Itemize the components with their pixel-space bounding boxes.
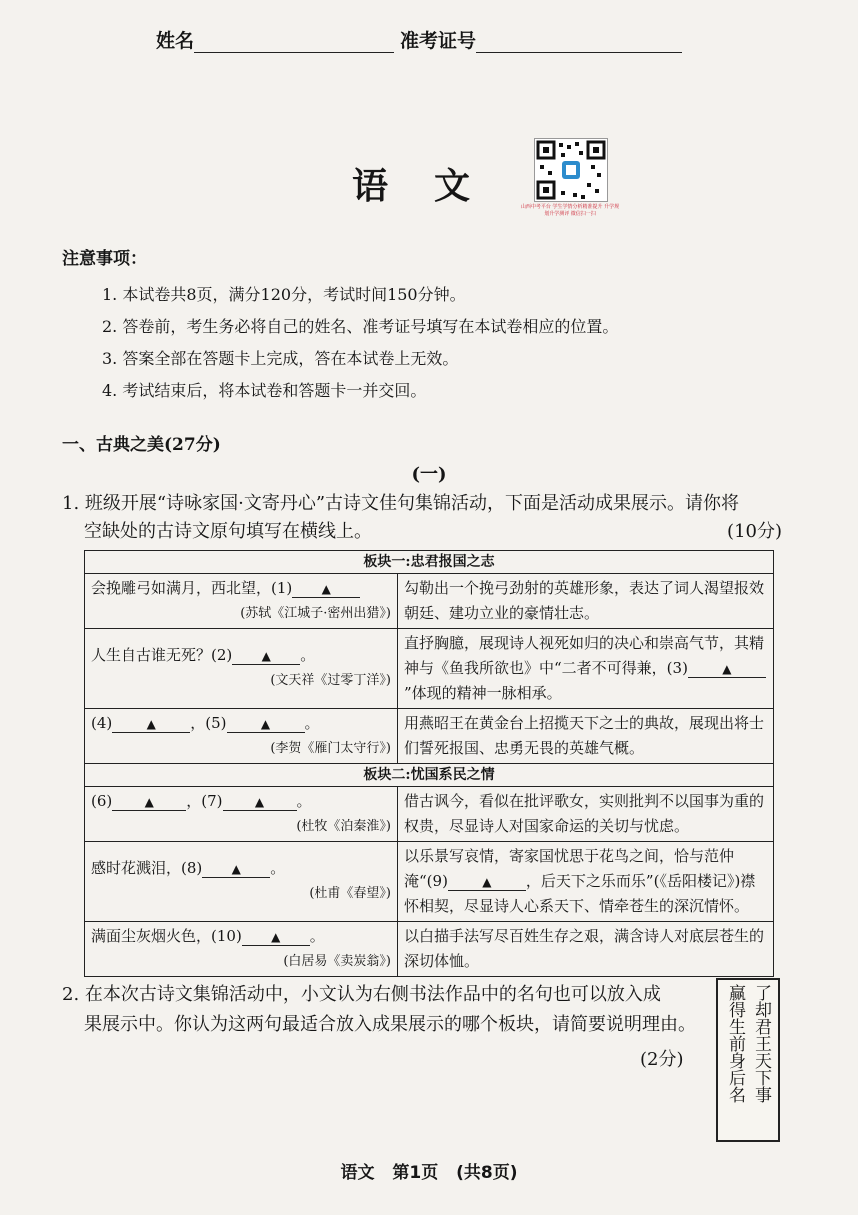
page-footer (0, 1158, 858, 1183)
source-citation: (白居易《卖炭翁》) (283, 954, 391, 969)
table-row: (4) ▲ ，(5) ▲ 。 (李贺《雁门太守行》) 用燕昭王在黄金台上招揽天下之士的典故，展现出将士们誓死报国、忠勇无畏的英雄气概。 (85, 709, 774, 764)
note-item: 4. 考试结束后，将本试卷和答题卡一并交回。 (102, 381, 427, 400)
id-field[interactable] (476, 32, 682, 53)
calligraphy-line-1: 了却君王天下事 (751, 984, 771, 1103)
source-citation: (杜甫《春望》) (309, 886, 391, 901)
answer-blank-2[interactable]: ▲ (232, 648, 300, 665)
row-comment: 勾勒出一个挽弓劲射的英雄形象，表达了词人渴望报效朝廷、建功立业的豪情壮志。 (398, 574, 774, 629)
source-citation: (李贺《雁门太守行》) (270, 741, 391, 756)
answer-blank-8[interactable]: ▲ (202, 861, 270, 878)
notes-title: 注意事项： (62, 249, 147, 269)
id-label: 准考证号 (400, 30, 477, 52)
table-row: (6) ▲ ，(7) ▲ 。 (杜牧《泊秦淮》) 借古讽今，看似在批评歌女，实则批判不以国事为重的权贵，尽显诗人对国家命运的关切与忧虑。 (85, 787, 774, 842)
row-comment: 以乐景写哀情，寄家国忧思于花鸟之间，恰与范仲淹“(9) ▲ ，后天下之乐而乐”(《岳阳楼记》)襟怀相契，尽显诗人心系天下、情牵苍生的深沉情怀。 (398, 842, 774, 922)
question-2-text-cont: 果展示中。你认为这两句最适合放入成果展示的哪个板块，请简要说明理由。 (84, 1014, 696, 1035)
qr-caption: 山西中考平台 学生学情分析精准提升 升学规划升学测评 微信扫一扫 (520, 204, 620, 217)
source-citation: (文天祥《过零丁洋》) (270, 673, 391, 688)
answer-blank-4[interactable]: ▲ (112, 716, 190, 733)
answer-blank-1[interactable]: ▲ (292, 581, 360, 598)
table-row: 满面尘灰烟火色，(10) ▲ 。 (白居易《卖炭翁》) 以白描手法写尽百姓生存之艰，满含诗人对底层苍生的深切体恤。 (85, 922, 774, 977)
answer-blank-7[interactable]: ▲ (223, 794, 297, 811)
question-1-score: (10分) (727, 521, 782, 542)
row-comment: 直抒胸臆，展现诗人视死如归的决心和崇高气节，其精神与《鱼我所欲也》中“二者不可得兼，(3) ▲”体现的精神一脉相承。 (398, 629, 774, 709)
block-1-title: 板块一:忠君报国之志 (85, 551, 774, 574)
answer-blank-9[interactable]: ▲ (448, 874, 526, 891)
name-label: 姓名 (156, 30, 195, 52)
question-2-text: 2. 在本次古诗文集锦活动中，小文认为右侧书法作品中的名句也可以放入成 (62, 984, 661, 1005)
table-row: 感时花溅泪，(8) ▲ 。 (杜甫《春望》) 以乐景写哀情，寄家国忧思于花鸟之间，恰与范仲淹“(9) ▲ ，后天下之乐而乐”(《岳阳楼记》)襟怀相契，尽显诗人心系天下、情牵苍生的深沉情怀。 (85, 842, 774, 922)
section-heading: 一、古典之美(27分) (62, 435, 221, 455)
row-comment: 以白描手法写尽百姓生存之艰，满含诗人对底层苍生的深切体恤。 (398, 922, 774, 977)
answer-blank-3[interactable]: ▲ (688, 661, 766, 678)
results-table (84, 550, 774, 977)
page-title: 语文 (352, 166, 517, 207)
calligraphy-line-2: 赢得生前身后名 (725, 984, 745, 1103)
note-item: 2. 答卷前，考生务必将自己的姓名、准考证号填写在本试卷相应的位置。 (102, 317, 619, 336)
source-citation: (苏轼《江城子·密州出猎》) (240, 606, 391, 621)
part-heading: (一) (411, 464, 447, 485)
table-row: 人生自古谁无死？(2) ▲ 。 (文天祥《过零丁洋》) 直抒胸臆，展现诗人视死如归的决心和崇高气节，其精神与《鱼我所欲也》中“二者不可得兼，(3) ▲”体现的精神一脉相承。 (85, 629, 774, 709)
question-1-text: 1. 班级开展“诗咏家国·文寄丹心”古诗文佳句集锦活动，下面是活动成果展示。请你将 (62, 493, 740, 514)
question-1 (62, 490, 782, 546)
source-citation: (杜牧《泊秦淮》) (296, 819, 391, 834)
table-row: 会挽雕弓如满月，西北望，(1) ▲ (苏轼《江城子·密州出猎》) 勾勒出一个挽弓劲射的英雄形象，表达了词人渴望报效朝廷、建功立业的豪情壮志。 (85, 574, 774, 629)
question-2 (62, 980, 712, 1040)
row-comment: 用燕昭王在黄金台上招揽天下之士的典故，展现出将士们誓死报国、忠勇无畏的英雄气概。 (398, 709, 774, 764)
note-item: 1. 本试卷共8页，满分120分，考试时间150分钟。 (102, 285, 466, 304)
qr-code-icon[interactable] (534, 138, 608, 202)
note-item: 3. 答案全部在答题卡上完成，答在本试卷上无效。 (102, 349, 459, 368)
footer-page: 第1页 (392, 1163, 439, 1183)
row-comment: 借古讽今，看似在批评歌女，实则批判不以国事为重的权贵，尽显诗人对国家命运的关切与忧虑。 (398, 787, 774, 842)
calligraphy-artwork (716, 978, 780, 1142)
answer-blank-6[interactable]: ▲ (112, 794, 186, 811)
footer-total: (共8页) (456, 1163, 518, 1183)
block-2-title: 板块二:忧国系民之情 (85, 764, 774, 787)
name-field[interactable] (194, 32, 394, 53)
header (156, 26, 682, 53)
question-2-score: (2分) (640, 1049, 684, 1070)
question-1-text-cont: 空缺处的古诗文原句填写在横线上。 (84, 521, 372, 542)
answer-blank-5[interactable]: ▲ (227, 716, 305, 733)
answer-blank-10[interactable]: ▲ (242, 929, 310, 946)
footer-subject: 语文 (340, 1163, 375, 1183)
